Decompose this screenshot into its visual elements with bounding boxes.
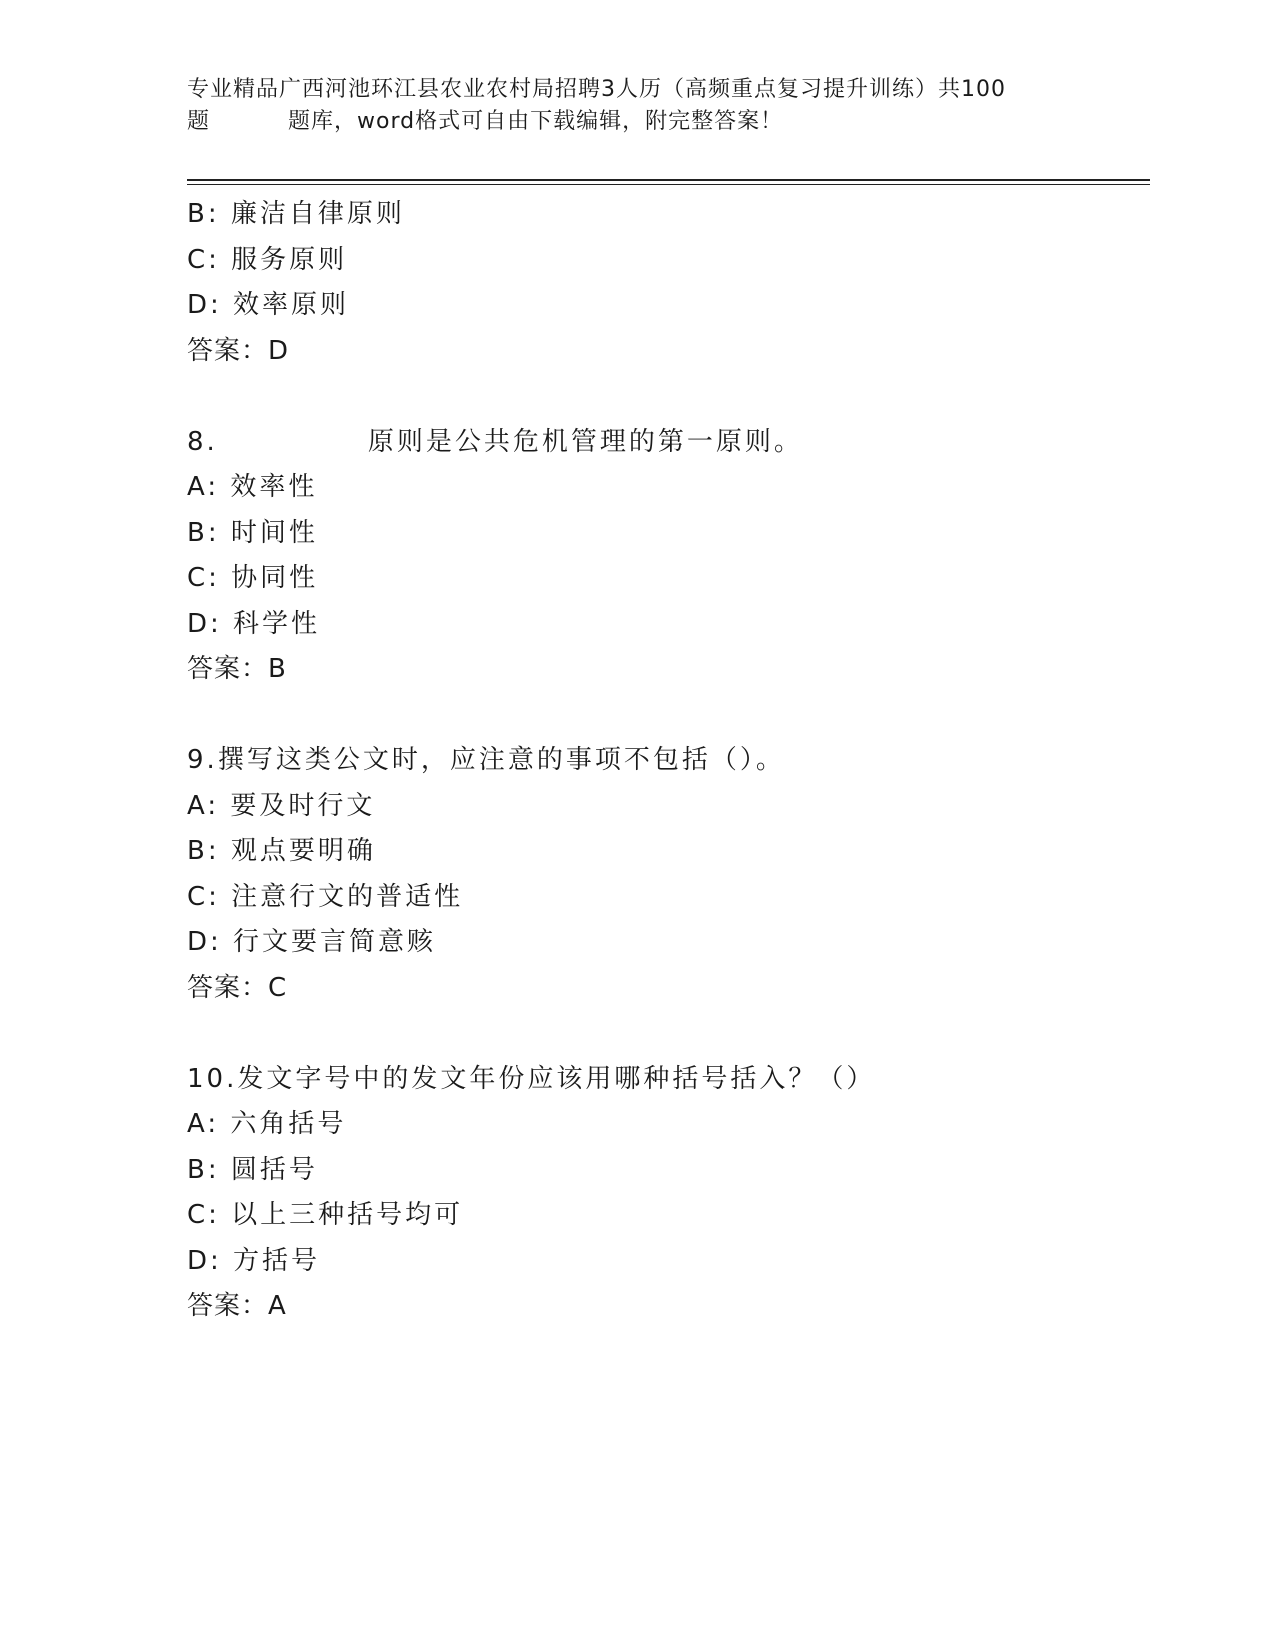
option-d: D: 效率原则 — [187, 290, 350, 320]
header-title-line2-a: 题 — [187, 109, 211, 134]
answer-line: 答案：B — [187, 654, 287, 684]
answer-line: 答案：C — [187, 972, 288, 1003]
option-b: B: 廉洁自律原则 — [187, 199, 405, 229]
question-stem — [187, 1057, 1147, 1103]
option-c: C: 服务原则 — [187, 244, 348, 275]
question-block-9 — [187, 738, 1147, 1011]
question-number: 9. — [187, 745, 218, 775]
option-d: D: 行文要言简意赅 — [187, 927, 437, 957]
option-a: A: 效率性 — [187, 472, 318, 502]
option-c: C: 协同性 — [187, 563, 319, 593]
option-d: D: 方括号 — [187, 1245, 321, 1276]
question-text: 撰写这类公文时，应注意的事项不包括（）。 — [217, 745, 785, 775]
option-d: D: 科学性 — [187, 608, 321, 639]
answer-line: 答案：D — [187, 335, 290, 366]
option-b: B: 时间性 — [187, 517, 318, 548]
header-divider-thin — [187, 184, 1150, 185]
option-b: B: 圆括号 — [187, 1154, 318, 1185]
question-text: 发文字号中的发文年份应该用哪种括号括入？（） — [237, 1063, 876, 1094]
option-a: A: 六角括号 — [187, 1109, 347, 1139]
answer-line: 答案：A — [187, 1291, 287, 1321]
question-number: 10. — [187, 1063, 238, 1094]
option-c: C: 以上三种括号均可 — [187, 1200, 464, 1230]
page-header — [187, 74, 1087, 138]
question-stem — [187, 420, 1147, 466]
header-divider-thick — [187, 179, 1150, 181]
question-block-10 — [187, 1057, 1147, 1330]
prev-question-block — [187, 192, 1147, 374]
option-a: A: 要及时行文 — [187, 790, 376, 821]
question-list — [187, 192, 1147, 1330]
question-block-8 — [187, 420, 1147, 693]
option-b: B: 观点要明确 — [187, 836, 376, 866]
option-c: C: 注意行文的普适性 — [187, 881, 464, 912]
question-stem — [187, 738, 1147, 784]
header-title-line2-b: 题库，word格式可自由下载编辑，附完整答案！ — [288, 109, 784, 134]
question-number: 8. — [187, 426, 218, 457]
header-title-line1: 专业精品广西河池环江县农业农村局招聘3人历（高频重点复习提升训练）共100 — [187, 77, 1006, 102]
question-text: 原则是公共危机管理的第一原则。 — [367, 426, 803, 457]
